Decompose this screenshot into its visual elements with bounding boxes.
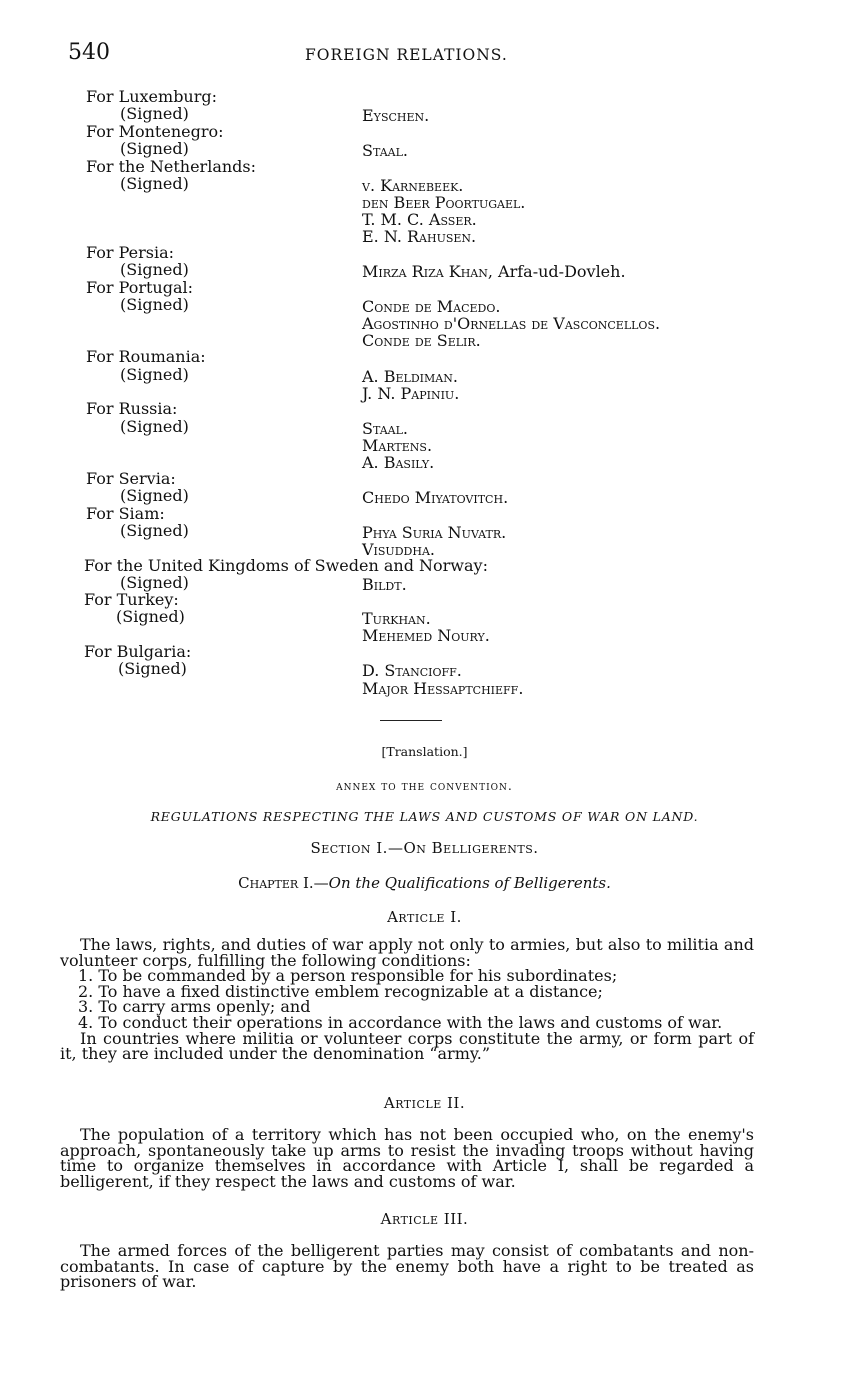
signed-label: (Signed) <box>120 174 189 193</box>
signatory-name: Conde de Selir. <box>362 331 481 350</box>
signed-label: (Signed) <box>120 417 189 436</box>
signatory-country: For Bulgaria: <box>84 642 192 661</box>
signatory-name: Conde de Macedo. <box>362 297 501 316</box>
article-body <box>60 1243 754 1290</box>
signed-label: (Signed) <box>116 607 185 626</box>
signatory-name: Bildt. <box>362 575 407 594</box>
signatory-name: Agostinho d'Ornellas de Vasconcellos. <box>362 314 661 333</box>
article-paragraph: The laws, rights, and duties of war apply not only to armies, but also to militia and volunteer corps, fulfilling the following conditions: <box>60 935 754 970</box>
article-paragraph: The population of a territory which has not been occupied who, on the enemy's approach, spontaneously take up arms to resist the invading troops without having time to organize themselves in accordance with Article I, shall be regarded a belligerent, if they respect the laws and customs of war. <box>60 1125 754 1191</box>
list-item: 4. To conduct their operations in accordance with the laws and customs of war. <box>78 1012 723 1032</box>
signatory-name: Mehemed Noury. <box>362 626 490 645</box>
signed-label: (Signed) <box>120 139 189 158</box>
article-heading: Article III. <box>380 1210 469 1228</box>
signatory-name <box>362 263 626 281</box>
signatory-name: D. Stancioff. <box>362 661 462 680</box>
signed-label: (Signed) <box>120 260 189 279</box>
chapter-heading <box>0 874 849 892</box>
signatory-country: For the United Kingdoms of Sweden and Norway: <box>84 556 488 575</box>
signatory-country: For Turkey: <box>84 590 179 609</box>
chapter-label: Chapter I.— <box>238 874 329 892</box>
signatory-name: v. Karnebeek. <box>362 176 464 195</box>
signed-label: (Signed) <box>120 295 189 314</box>
signatory-country: For Portugal: <box>86 278 194 297</box>
signatory-country: For the Netherlands: <box>86 157 257 176</box>
article-paragraph: The armed forces of the belligerent parties may consist of combatants and non-combatants. In case of capture by the enemy both have a right to be treated as prisoners of war. <box>60 1241 754 1292</box>
section-heading: Section I.—On Belligerents. <box>310 839 539 857</box>
list-item: 2. To have a fixed distinctive emblem recognizable at a distance; <box>78 981 603 1001</box>
signed-label: (Signed) <box>120 521 189 540</box>
section-divider <box>380 720 442 721</box>
signatory-name: J. N. Papiniu. <box>362 384 460 403</box>
signatory-name-title: Arfa-ud-Dovleh. <box>492 262 626 281</box>
list-item: 3. To carry arms openly; and <box>78 997 311 1017</box>
signatory-name-part: Mirza Riza Khan, <box>362 262 493 281</box>
article-body <box>60 1127 754 1189</box>
signatory-name: Staal. <box>362 419 408 438</box>
article-heading: Article II. <box>383 1094 466 1112</box>
signatory-name: E. N. Rahusen. <box>362 227 477 246</box>
signed-label: (Signed) <box>120 573 189 592</box>
list-item: 1. To be commanded by a person responsible for his subordinates; <box>78 966 618 986</box>
chapter-title: On the Qualifications of Belligerents. <box>328 874 611 892</box>
regulations-title: REGULATIONS RESPECTING THE LAWS AND CUSTOMS OF WAR ON LAND. <box>150 809 699 824</box>
signatory-name: den Beer Poortugael. <box>362 193 526 212</box>
signatory-name: A. Basily. <box>362 453 435 472</box>
signatory-name: A. Beldiman. <box>362 367 458 386</box>
signatory-name: Phya Suria Nuvatr. <box>362 523 507 542</box>
signatory-name: Martens. <box>362 436 433 455</box>
signatory-name: Turkhan. <box>362 609 431 628</box>
translation-note: [Translation.] <box>381 744 468 759</box>
signatory-country: For Siam: <box>86 504 165 523</box>
signed-label: (Signed) <box>120 365 189 384</box>
signatory-country: For Roumania: <box>86 347 206 366</box>
running-header: FOREIGN RELATIONS. <box>305 46 508 64</box>
signatory-name: Eyschen. <box>362 106 430 125</box>
signatory-country: For Luxemburg: <box>86 87 218 106</box>
signatory-country: For Persia: <box>86 243 175 262</box>
signatory-country: For Russia: <box>86 399 178 418</box>
signed-label: (Signed) <box>120 104 189 123</box>
signed-label: (Signed) <box>120 486 189 505</box>
signatory-name: Major Hessaptchieff. <box>362 679 524 698</box>
annex-title: annex to the convention. <box>336 778 513 793</box>
signatory-name: T. M. C. Asser. <box>362 210 477 229</box>
article-heading: Article I. <box>387 908 462 926</box>
signatory-country: For Servia: <box>86 469 176 488</box>
signatory-name: Chedo Miyatovitch. <box>362 488 509 507</box>
page-number: 540 <box>68 40 110 65</box>
signatory-country: For Montenegro: <box>86 122 224 141</box>
signed-label: (Signed) <box>118 659 187 678</box>
signatory-name: Staal. <box>362 141 408 160</box>
article-paragraph: In countries where militia or volunteer corps constitute the army, or form part of it, they are included under the denomination “army.” <box>60 1028 754 1064</box>
article-body <box>60 937 754 1062</box>
signatory-name: Visuddha. <box>362 540 435 559</box>
